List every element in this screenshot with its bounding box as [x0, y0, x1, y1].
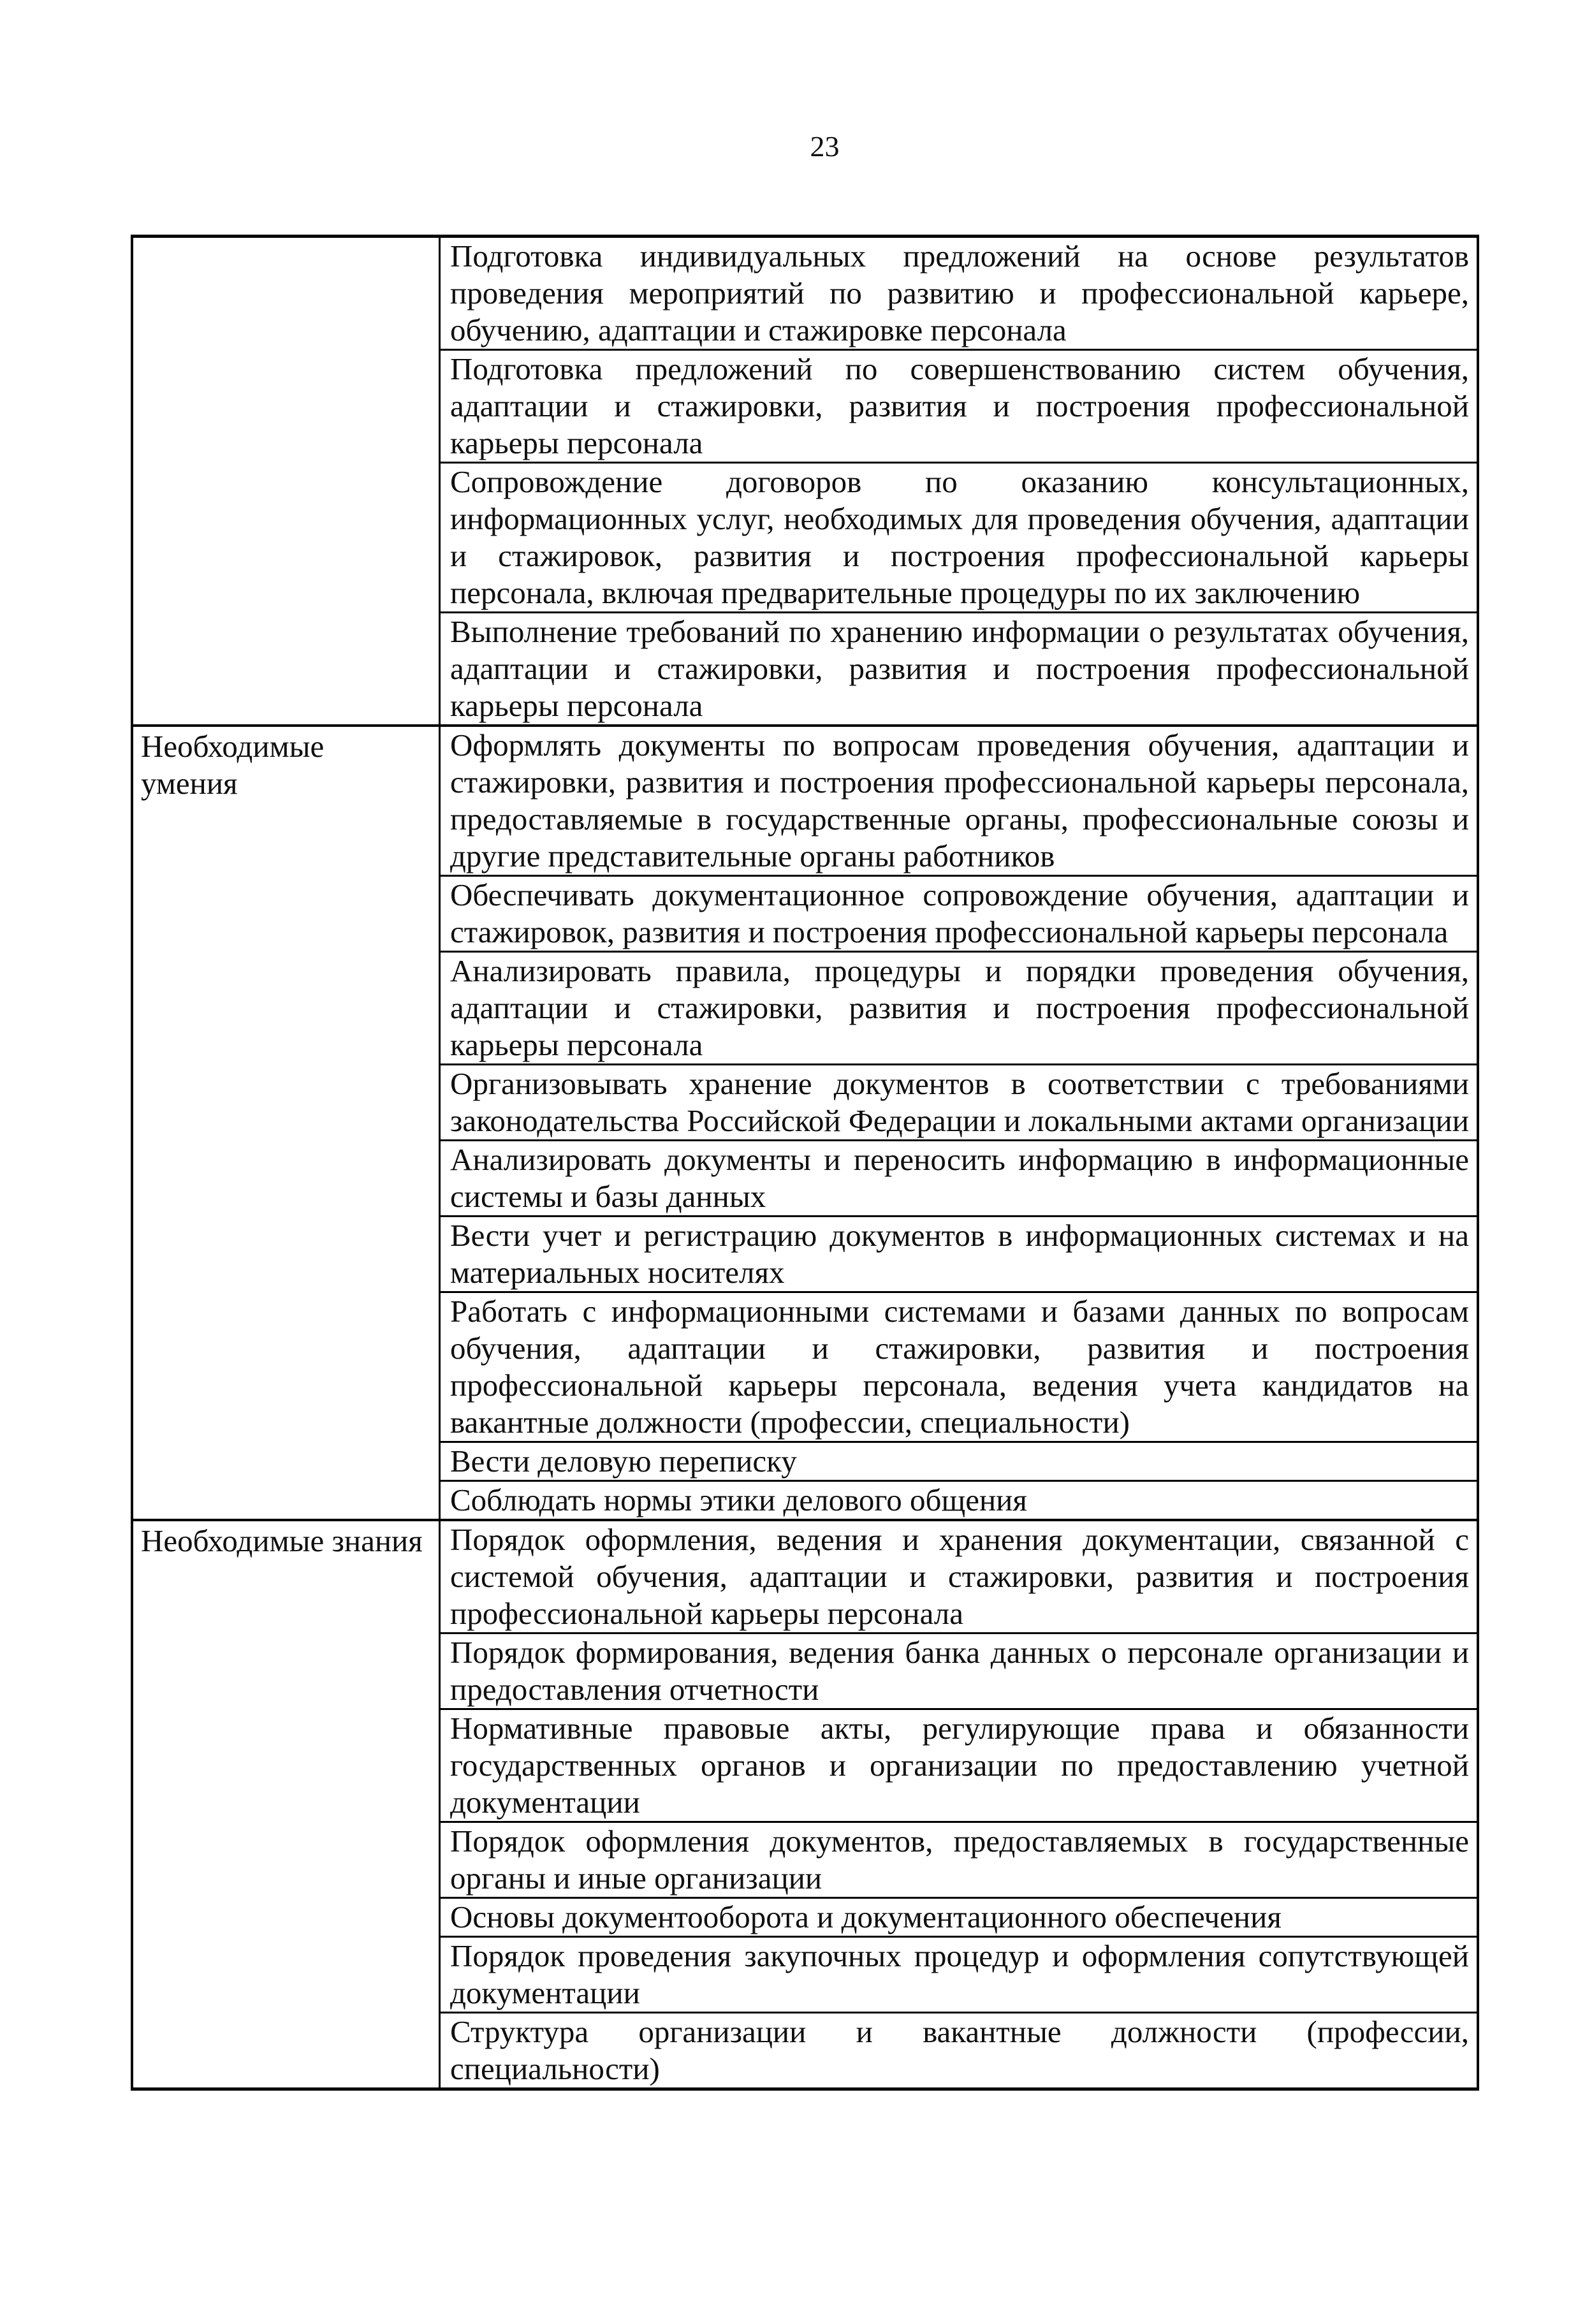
item-cell: Сопровождение договоров по оказанию консультационных, информационных услуг, необходимых для проведения обучения, адаптации и стажировок, развития и построения профессиональной карьеры персонала, включая предварительные процедуры по их заключению: [441, 462, 1477, 611]
item-cell: Порядок формирования, ведения банка данных о персонале организации и предоставления отчетности: [441, 1632, 1477, 1708]
items-cell: [441, 238, 1477, 724]
row-label-cell: [133, 238, 441, 724]
item-cell: Порядок оформления, ведения и хранения документации, связанной с системой обучения, адаптации и стажировки, развития и построения профессиональной карьеры персонала: [450, 1522, 1469, 1631]
item-cell: Структура организации и вакантные должности (профессии, специальности): [441, 2012, 1477, 2087]
item-cell: Подготовка предложений по совершенствованию систем обучения, адаптации и стажировки, развития и построения профессиональной карьеры персонала: [441, 349, 1477, 462]
item-cell: Соблюдать нормы этики делового общения: [441, 1480, 1477, 1519]
items-cell: [441, 727, 1477, 1519]
item-cell: Нормативные правовые акты, регулирующие права и обязанности государственных органов и организации по предоставлению учетной документации: [441, 1708, 1477, 1821]
item-cell: Подготовка индивидуальных предложений на основе результатов проведения мероприятий по развитию и профессиональной карьере, обучению, адаптации и стажировке персонала: [450, 238, 1469, 347]
table-section-knowledge: [133, 1519, 1477, 2087]
table-section-skills: [133, 724, 1477, 1519]
table-section-continuation: [133, 238, 1477, 724]
item-cell: Вести учет и регистрацию документов в информационных системах и на материальных носителях: [441, 1215, 1477, 1291]
item-cell: Вести деловую переписку: [441, 1441, 1477, 1480]
row-label-cell: Необходимые знания: [133, 1521, 441, 2087]
item-cell: Организовывать хранение документов в соответствии с требованиями законодательства Российской Федерации и локальными актами организации: [441, 1063, 1477, 1139]
item-cell: Порядок проведения закупочных процедур и оформления сопутствующей документации: [441, 1936, 1477, 2012]
item-cell: Анализировать документы и переносить информацию в информационные системы и базы данных: [441, 1139, 1477, 1215]
item-cell: Обеспечивать документационное сопровождение обучения, адаптации и стажировок, развития и построения профессиональной карьеры персонала: [441, 875, 1477, 951]
items-cell: [441, 1521, 1477, 2087]
item-cell: Порядок оформления документов, предоставляемых в государственные органы и иные организации: [441, 1821, 1477, 1897]
item-cell: Основы документооборота и документационного обеспечения: [441, 1897, 1477, 1936]
item-cell: Выполнение требований по хранению информации о результатах обучения, адаптации и стажировки, развития и построения профессиональной карьеры персонала: [441, 611, 1477, 724]
page-number: 23: [810, 130, 840, 163]
item-cell: Оформлять документы по вопросам проведения обучения, адаптации и стажировки, развития и построения профессиональной карьеры персонала, предоставляемые в государственные органы, профессиональные союзы и другие представительные органы работников: [450, 727, 1469, 873]
row-label-cell: Необходимые умения: [133, 727, 441, 1519]
item-cell: Работать с информационными системами и базами данных по вопросам обучения, адаптации и стажировки, развития и построения профессиональной карьеры персонала, ведения учета кандидатов на вакантные должности (профессии, специальности): [441, 1291, 1477, 1441]
requirements-table: [131, 235, 1479, 2091]
item-cell: Анализировать правила, процедуры и порядки проведения обучения, адаптации и стажировки, развития и построения профессиональной карьеры персонала: [441, 951, 1477, 1063]
